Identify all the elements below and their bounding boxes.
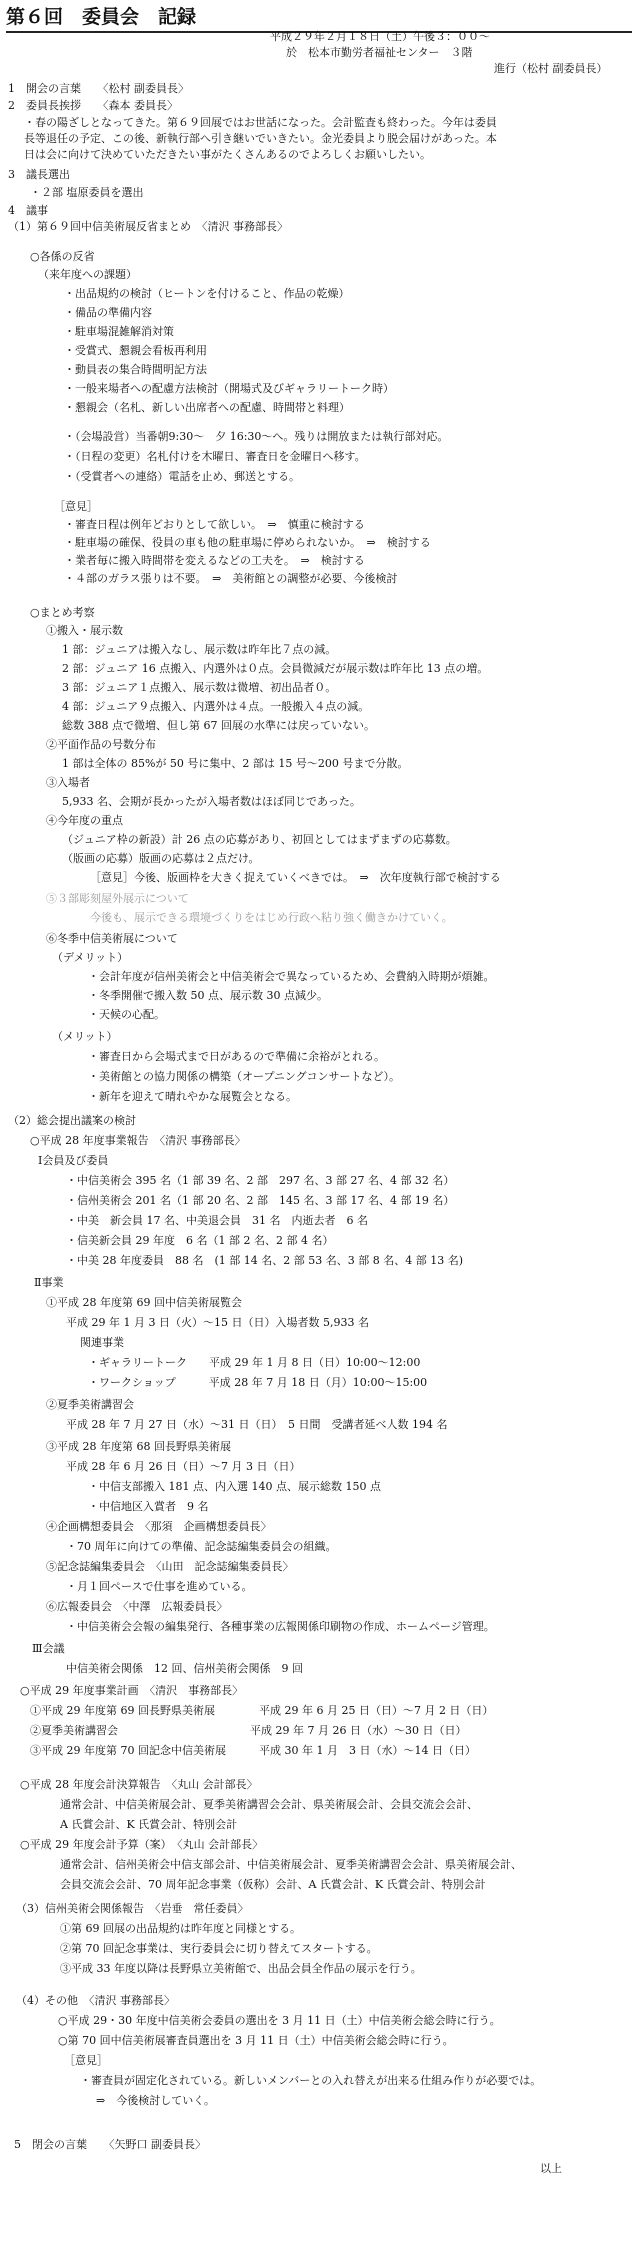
list-heading: 関連事業 [80,1336,124,1349]
opinion-item: ・業者毎に搬入時間帯を変えるなどの工夫を。 ⇒ 検討する [64,554,365,567]
meeting-date: 平成２９年２月１８日（土）午後３：００～ [270,30,490,43]
list-heading: （デメリット） [52,951,129,964]
section-heading: （1）第６９回中信美術展反省まとめ 〈清沢 事務部長〉 [8,220,288,233]
agenda-chair-election: 3 議長選出 [8,168,70,181]
numbered-heading: ④企画構想委員会 〈那須 企画構想委員長〉 [46,1520,272,1533]
opinion-item: ・４部のガラス張りは不要。 ⇒ 美術館との調整が必要、今後検討 [64,572,398,585]
list-item: ・中信地区入賞者 9 名 [88,1500,209,1513]
list-item: 平成 29 年 1 月 3 日（火）～15 日（日）入場者数 5,933 名 [66,1316,369,1329]
subsection-heading: ○各係の反省 [30,250,95,263]
list-item: ・中信美術会会報の編集発行、各種事業の広報関係印刷物の作成、ホームページ管理。 [66,1620,495,1633]
list-item: 会員交流会会計、70 周年記念事業（仮称）会計、A 氏賞会計、K 氏賞会計、特別会計 [60,1878,486,1891]
list-item: ・備品の準備内容 [64,306,152,319]
list-item: ①第 69 回展の出品規約は昨年度と同様とする。 [60,1922,301,1935]
list-item: 3 部：ジュニア１点搬入、展示数は微増、初出品者０。 [62,681,337,694]
agenda-closing: 5 閉会の言葉 〈矢野口 副委員長〉 [14,2138,206,2151]
roman-heading: Ⅰ会員及び委員 [38,1154,109,1167]
list-item: ・（日程の変更）名札付けを木曜日、審査日を金曜日へ移す。 [64,450,366,463]
opinion-item: ・駐車場の確保、役員の車も他の駐車場に停められないか。 ⇒ 検討する [64,536,431,549]
list-item: 2 部：ジュニア 16 点搬入、内選外は０点。会員微減だが展示数は昨年比 13 点の増。 [62,662,489,675]
list-item: ・一般来場者への配慮方法検討（開場式及びギャラリートーク時） [64,382,394,395]
list-item: 中信美術会関係 12 回、信州美術会関係 9 回 [66,1662,303,1675]
list-item: ○第 70 回中信美術展審査員選出を 3 月 11 日（土）中信美術会総会時に行う。 [58,2034,454,2047]
opinion-item: ・審査員が固定化されている。新しいメンバーとの入れ替えが出来る仕組み作りが必要では。 [80,2074,542,2087]
plan-item: ③平成 29 年度第 70 回記念中信美術展 平成 30 年 1 月 3 日（水）～14 日（日） [30,1744,476,1757]
list-item: 総数 388 点で微増、但し第 67 回展の水準には戻っていない。 [62,719,375,732]
list-item: ・（会場設営）当番朝9:30～ 夕 16:30～へ。残りは開放または執行部対応。 [64,430,449,443]
numbered-heading: ③平成 28 年度第 68 回長野県美術展 [46,1440,231,1453]
list-item: ・信州美術会 201 名（1 部 20 名、2 部 145 名、3 部 17 名、4 部 19 名） [66,1194,455,1207]
greeting-text: 日は会に向けて決めていただきたい事がたくさんあるのでよろしくお願いしたい。 [24,148,431,161]
list-item: ・ワークショップ 平成 28 年 7 月 18 日（月）10:00～15:00 [88,1376,428,1389]
opinion-heading: ［意見］ [54,500,98,513]
list-item: ・天候の心配。 [88,1008,165,1021]
list-item-faded: 今後も、展示できる環境づくりをはじめ行政へ粘り強く働きかけていく。 [90,911,453,924]
list-item: ・信美新会員 29 年度 6 名（1 部 2 名、2 部 4 名） [66,1234,334,1247]
list-item: ・冬季開催で搬入数 50 点、展示数 30 点減少。 [88,989,328,1002]
section-heading: （3）信州美術会関係報告 〈岩垂 常任委員〉 [16,1902,249,1915]
numbered-heading-faded: ⑤３部彫刻屋外展示について [46,892,189,905]
list-item: ・新年を迎えて晴れやかな展覧会となる。 [88,1090,297,1103]
list-item: ・中美 28 年度委員 88 名 (1 部 14 名、2 部 53 名、3 部 8 名、4 部 13 名) [66,1254,464,1267]
list-item: 1 部は全体の 85%が 50 号に集中、2 部は 15 号～200 号まで分散。 [62,757,409,770]
list-item: ・（受賞者への連絡）電話を止め、郵送とする。 [64,470,301,483]
list-item: ○平成 29・30 年度中信美術会委員の選出を 3 月 11 日（土）中信美術会総会時に行う。 [58,2014,501,2027]
list-item: ・中信支部搬入 181 点、内入選 140 点、展示総数 150 点 [88,1480,381,1493]
list-item: ②第 70 回記念事業は、実行委員会に切り替えてスタートする。 [60,1942,378,1955]
numbered-heading: ①搬入・展示数 [46,624,123,637]
list-item: ・審査日から会場式まで日があるので準備に余裕がとれる。 [88,1050,385,1063]
numbered-heading: ③入場者 [46,776,90,789]
list-item: ・駐車場混雑解消対策 [64,325,174,338]
list-item: 通常会計、中信美術展会計、夏季美術講習会会計、県美術展会計、会員交流会会計、 [60,1798,478,1811]
greeting-text: ・春の陽ざしとなってきた。第６９回展ではお世話になった。会計監査も終わった。今年は委員 [24,116,497,129]
plan-item: ②夏季美術講習会 平成 29 年 7 月 26 日（水）～30 日（日） [30,1724,467,1737]
document-title: 第６回 委員会 記録 [6,2,632,33]
list-heading: （メリット） [52,1030,118,1043]
numbered-heading: ⑤記念誌編集委員会 〈山田 記念誌編集委員長〉 [46,1560,294,1573]
subsection-heading: ○平成 29 年度事業計画 〈清沢 事務部長〉 [20,1684,244,1697]
section-heading: （4）その他 〈清沢 事務部長〉 [16,1994,175,2007]
subsection-heading: ○まとめ考察 [30,606,95,619]
numbered-heading: ②平面作品の号数分布 [46,738,156,751]
closing-mark: 以上 [540,2162,562,2175]
agenda-opening: 1 開会の言葉 〈松村 副委員長〉 [8,82,189,95]
list-item: ・動員表の集合時間明記方法 [64,363,207,376]
agenda-chair-greeting: 2 委員長挨拶 〈森本 委員長〉 [8,99,178,112]
opinion-item: ⇒ 今後検討していく。 [96,2094,215,2107]
list-item: ③平成 33 年度以降は長野県立美術館で、出品会員全作品の展示を行う。 [60,1962,422,1975]
list-item: ・月１回ペースで仕事を進めている。 [66,1580,253,1593]
list-item: 通常会計、信州美術会中信支部会計、中信美術展会計、夏季美術講習会会計、県美術展会計、 [60,1858,522,1871]
list-item: ・ギャラリートーク 平成 29 年 1 月 8 日（日）10:00～12:00 [88,1356,421,1369]
plan-item: ①平成 29 年度第 69 回長野県美術展 平成 29 年 6 月 25 日（日）～7 月 2 日（日） [30,1704,494,1717]
list-item: ・懇親会（名札、新しい出席者への配慮、時間帯と料理） [64,401,350,414]
subsection-heading: ○平成 28 年度事業報告 〈清沢 事務部長〉 [30,1134,246,1147]
list-heading: （来年度への課題） [38,268,137,281]
list-item: （ジュニア枠の新設）計 26 点の応募があり、初回としてはまずまずの応募数。 [62,833,457,846]
greeting-text: 長等退任の予定、この後、新執行部へ引き継いでいきたい。金光委員より脱会届けがあった。本 [24,132,497,145]
list-item: ・美術館との協力関係の構築（オープニングコンサートなど）。 [88,1070,400,1083]
chair-election-result: ・２部 塩原委員を選出 [30,186,144,199]
list-item: ・受賞式、懇親会看板再利用 [64,344,207,357]
subsection-heading: ○平成 28 年度会計決算報告 〈丸山 会計部長〉 [20,1778,258,1791]
roman-heading: Ⅱ事業 [34,1276,64,1289]
list-item: 4 部：ジュニア９点搬入、内選外は４点。一般搬入４点の減。 [62,700,370,713]
numbered-heading: ⑥広報委員会 〈中澤 広報委員長〉 [46,1600,228,1613]
list-item: 1 部：ジュニアは搬入なし、展示数は昨年比７点の減。 [62,643,337,656]
list-item: ・70 周年に向けての準備、記念誌編集委員会の組織。 [66,1540,337,1553]
list-item: 5,933 名、会期が長かったが入場者数はほぼ同じであった。 [62,795,361,808]
opinion-heading: ［意見］ [64,2054,108,2067]
numbered-heading: ④今年度の重点 [46,814,123,827]
list-item: （版画の応募）版画の応募は２点だけ。 [62,852,260,865]
numbered-heading: ⑥冬季中信美術展について [46,932,178,945]
list-item: ・中美 新会員 17 名、中美退会員 31 名 内逝去者 6 名 [66,1214,368,1227]
numbered-heading: ②夏季美術講習会 [46,1398,134,1411]
list-item: A 氏賞会計、K 氏賞会計、特別会計 [60,1818,238,1831]
numbered-heading: ①平成 28 年度第 69 回中信美術展覧会 [46,1296,242,1309]
opinion-item: ・審査日程は例年どおりとして欲しい。 ⇒ 慎重に検討する [64,518,365,531]
meeting-venue: 於 松本市勤労者福祉センター ３階 [286,46,473,59]
list-item: 平成 28 年 6 月 26 日（日）～7 月 3 日（日） [66,1460,301,1473]
list-item: ・中信美術会 395 名（1 部 39 名、2 部 297 名、3 部 27 名、4 部 32 名） [66,1174,455,1187]
meeting-facilitator: 進行（松村 副委員長） [494,62,608,75]
list-item: ・会計年度が信州美術会と中信美術会で異なっているため、会費納入時期が煩雑。 [88,970,495,983]
agenda-proceedings: 4 議事 [8,204,48,217]
subsection-heading: ○平成 29 年度会計予算（案） 〈丸山 会計部長〉 [20,1838,264,1851]
section-heading: （2）総会提出議案の検討 [8,1114,136,1127]
list-item: 平成 28 年 7 月 27 日（水）～31 日（日） 5 日間 受講者延べ人数 194 名 [66,1418,448,1431]
roman-heading: Ⅲ会議 [32,1642,65,1655]
list-item: ・出品規約の検討（ヒートンを付けること、作品の乾燥） [64,287,350,300]
opinion-item: ［意見］今後、版画枠を大きく捉えていくべきでは。 ⇒ 次年度執行部で検討する [90,871,501,884]
